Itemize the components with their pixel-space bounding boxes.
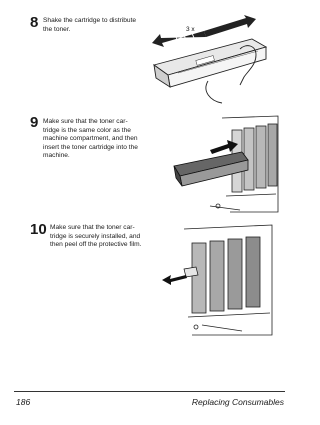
step-instruction: [50, 224, 162, 250]
printer-compartment: [184, 225, 272, 335]
film-peel-illustration: [162, 223, 274, 338]
instruction-line: then peel off the protective film.: [50, 241, 142, 249]
instruction-line: tridge is the same color as the: [43, 126, 131, 134]
instruction-line: machine.: [43, 152, 70, 160]
step-number: 8: [30, 14, 39, 31]
instruction-line: tridge is securely installed, and: [50, 232, 141, 240]
page-number: 186: [16, 397, 31, 407]
instruction-line: Make sure that the toner car-: [43, 118, 128, 125]
shake-count-label: 3 x: [186, 26, 195, 33]
step-number: 10: [30, 221, 47, 238]
instruction-line: insert the toner cartridge into the: [43, 143, 138, 151]
step-number: 9: [30, 114, 39, 131]
footer-divider: [14, 391, 285, 392]
toner-cartridge: [154, 39, 266, 87]
instruction-line: the toner.: [43, 25, 71, 33]
instruction-line: machine compartment, and then: [43, 135, 138, 143]
toner-shake-illustration: [148, 15, 276, 110]
peel-arrow-icon: [162, 275, 187, 285]
step-instruction: [43, 118, 161, 161]
toner-insert-illustration: [170, 114, 280, 216]
instruction-line: Shake the cartridge to distribute: [43, 17, 137, 24]
section-title: Replacing Consumables: [191, 397, 284, 407]
instruction-line: Make sure that the toner car-: [50, 224, 135, 231]
step-instruction: [43, 17, 163, 34]
left-hand-icon: [206, 81, 222, 103]
